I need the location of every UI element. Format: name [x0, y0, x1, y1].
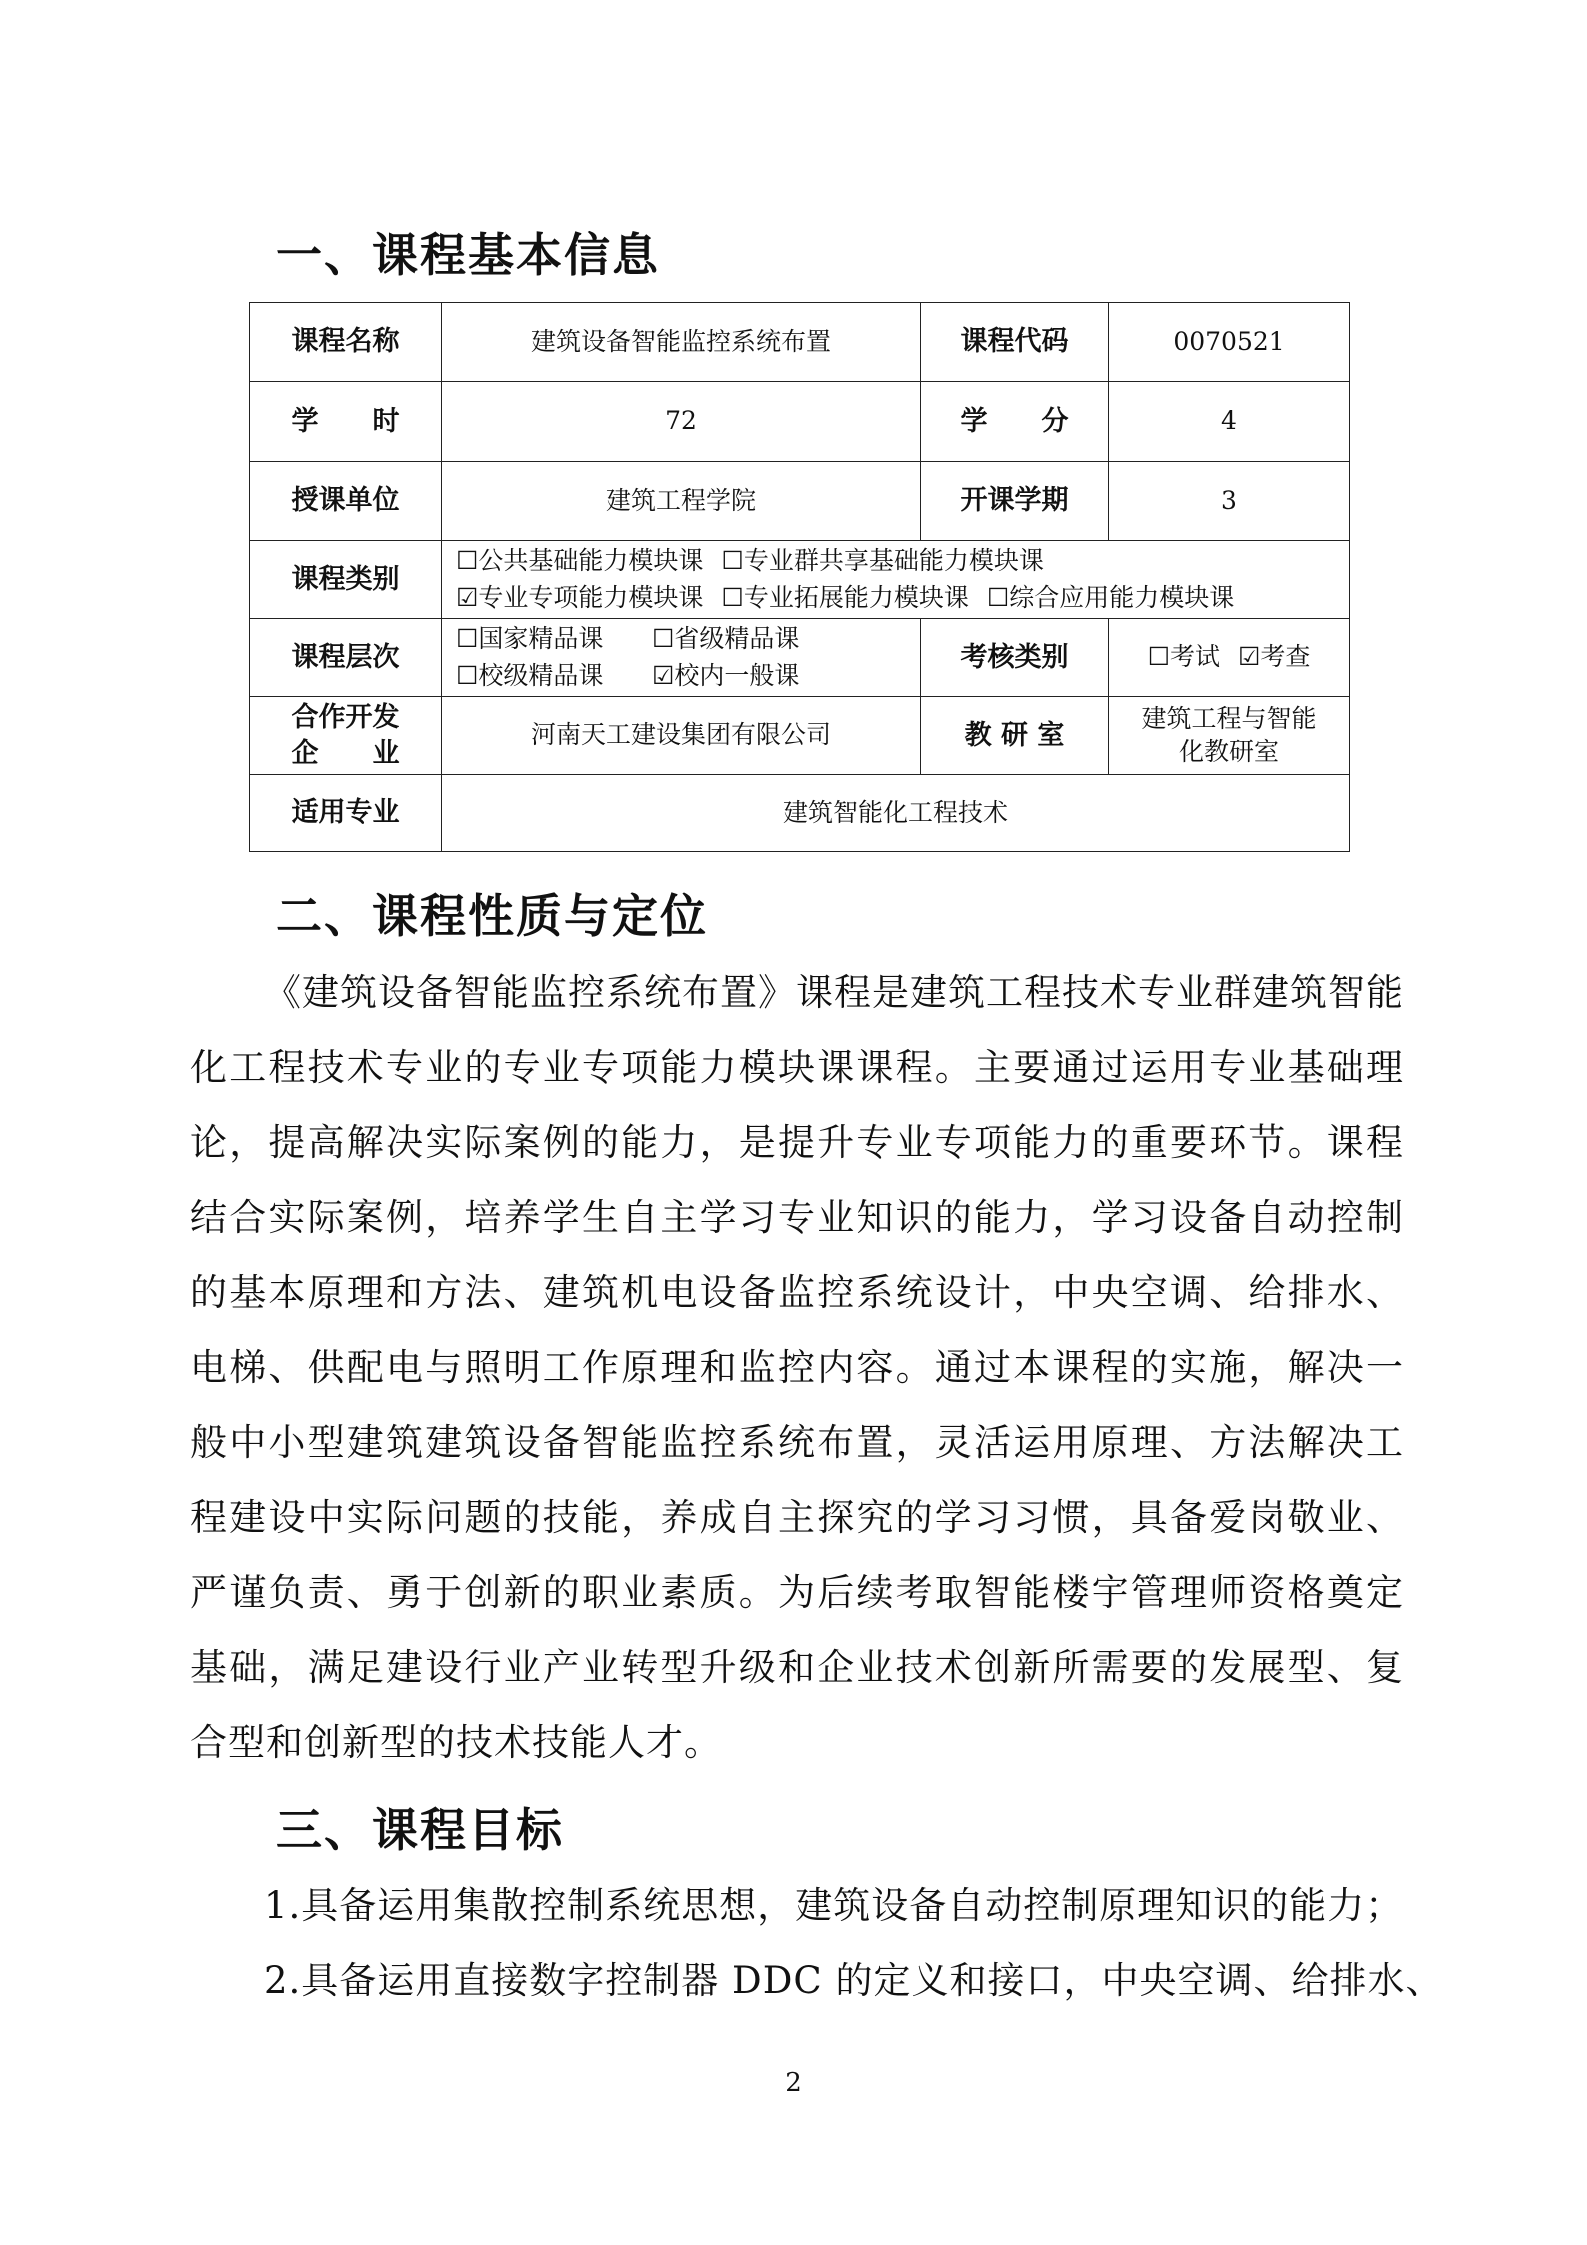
teaching-unit-label: 授课单位 — [250, 462, 442, 541]
course-category-label: 课程类别 — [250, 541, 442, 619]
level-option: ☐校级精品课 — [456, 660, 604, 690]
category-option: ☐专业群共享基础能力模块课 — [721, 546, 1044, 576]
credits-value: 4 — [1109, 382, 1350, 462]
teaching-office-value — [1109, 697, 1350, 775]
goal-item: 2.具备运用直接数字控制器 DDC 的定义和接口，中央空调、给排水、 — [264, 1959, 1444, 2002]
teaching-unit-value: 建筑工程学院 — [442, 462, 921, 541]
partner-company-label-line2: 企 业 — [291, 737, 400, 769]
partner-company-value: 河南天工建设集团有限公司 — [442, 697, 921, 775]
course-info-table — [249, 302, 1350, 852]
category-option: ☐专业拓展能力模块课 — [721, 582, 969, 612]
credits-label: 学 分 — [921, 382, 1109, 462]
level-option-checked: ☑校内一般课 — [652, 660, 800, 690]
table-row — [250, 303, 1350, 382]
course-name-value: 建筑设备智能监控系统布置 — [442, 303, 921, 382]
category-option: ☐综合应用能力模块课 — [986, 582, 1235, 612]
table-row — [250, 775, 1350, 852]
hours-value: 72 — [442, 382, 921, 462]
table-row — [250, 541, 1350, 619]
course-name-label: 课程名称 — [250, 303, 442, 382]
table-row — [250, 619, 1350, 697]
assessment-type-options — [1109, 619, 1350, 697]
assessment-option: ☐考试 — [1147, 642, 1220, 672]
nature-paragraph: 《建筑设备智能监控系统布置》课程是建筑工程技术专业群建筑智能化工程技术专业的专业专项能力模块课课程。主要通过运用专业基础理论，提高解决实际案例的能力，是提升专业专项能力的重要环节。课程结合实际案例，培养学生自主学习专业知识的能力，学习设备自动控制的基本原理和方法、建筑机电设备监控系统设计，中央空调、给排水、电梯、供配电与照明工作原理和监控内容。通过本课程的实施，解决一般中小型建筑建筑设备智能监控系统布置，灵活运用原理、方法解决工程建设中实际问题的技能，养成自主探究的学习习惯，具备爱岗敬业、严谨负责、勇于创新的职业素质。为后续考取智能楼宇管理师资格奠定基础，满足建设行业产业转型升级和企业技术创新所需要的发展型、复合型和创新型的技术技能人才。 — [190, 971, 1404, 1764]
teaching-office-value-line1: 建筑工程与智能 — [1141, 704, 1317, 733]
level-option: ☐国家精品课 — [456, 624, 604, 654]
section-title-basic-info: 一、课程基本信息 — [276, 228, 660, 282]
table-row — [250, 697, 1350, 775]
applicable-major-label: 适用专业 — [250, 775, 442, 852]
semester-label: 开课学期 — [921, 462, 1109, 541]
table-row — [250, 382, 1350, 462]
teaching-office-label: 教 研 室 — [921, 697, 1109, 775]
section-title-goals: 三、课程目标 — [276, 1803, 564, 1857]
course-code-value: 0070521 — [1109, 303, 1350, 382]
hours-label: 学 时 — [250, 382, 442, 462]
goal-item: 1.具备运用集散控制系统思想，建筑设备自动控制原理知识的能力； — [264, 1884, 1404, 1927]
table-row — [250, 462, 1350, 541]
course-category-options — [442, 541, 1350, 619]
partner-company-label-line1: 合作开发 — [291, 702, 400, 734]
page-number: 2 — [785, 2068, 802, 2098]
semester-value: 3 — [1109, 462, 1350, 541]
applicable-major-value: 建筑智能化工程技术 — [442, 775, 1350, 852]
assessment-option-checked: ☑考查 — [1238, 642, 1311, 672]
category-option-checked: ☑专业专项能力模块课 — [456, 582, 704, 612]
category-option: ☐公共基础能力模块课 — [456, 546, 704, 576]
course-code-label: 课程代码 — [921, 303, 1109, 382]
partner-company-label — [250, 697, 442, 775]
course-level-options — [442, 619, 921, 697]
assessment-type-label: 考核类别 — [921, 619, 1109, 697]
level-option: ☐省级精品课 — [652, 624, 800, 654]
course-level-label: 课程层次 — [250, 619, 442, 697]
section-title-nature: 二、课程性质与定位 — [276, 889, 708, 943]
teaching-office-value-line2: 化教研室 — [1178, 736, 1279, 766]
